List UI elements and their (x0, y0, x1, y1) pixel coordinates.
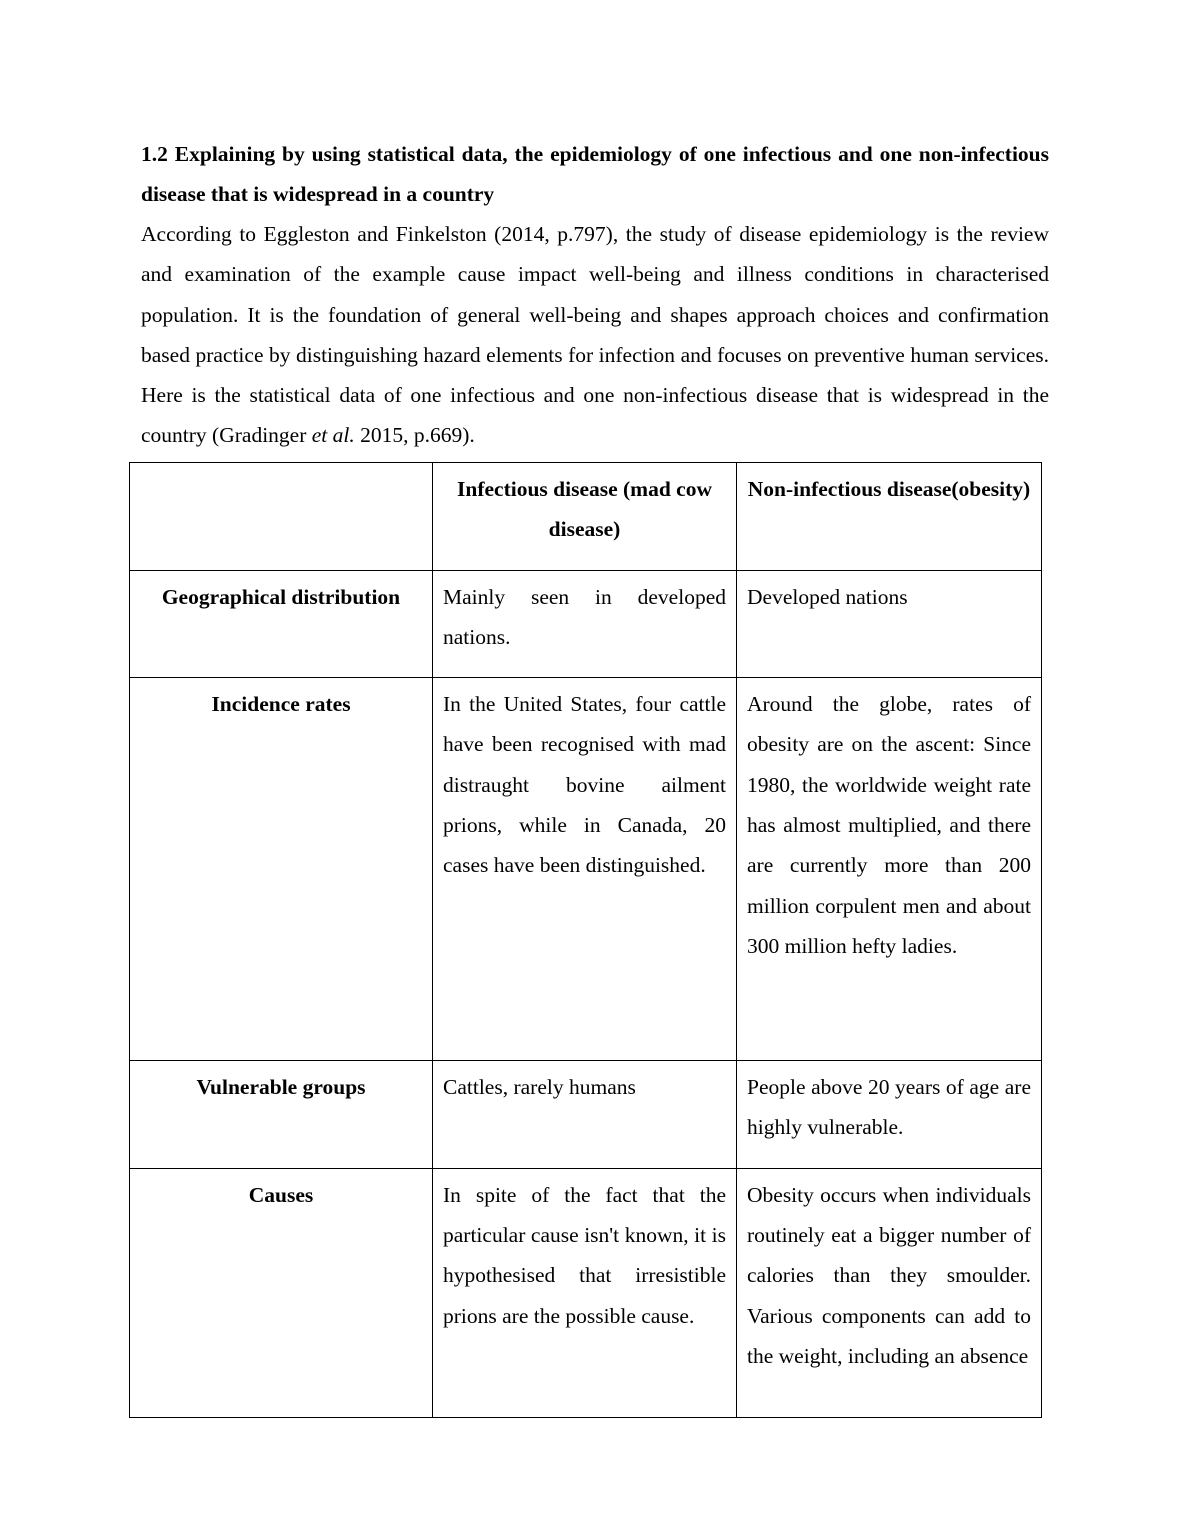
header-infectious: Infectious disease (mad cow disease) (433, 463, 737, 571)
table-row (130, 1061, 1042, 1169)
cell-infectious-vulnerable: Cattles, rarely humans (433, 1061, 737, 1169)
row-label-geographical-distribution: Geographical distribution (130, 570, 433, 678)
table-row (130, 1168, 1042, 1417)
intro-paragraph (141, 214, 1049, 456)
intro-paragraph-italic: et al. (311, 423, 355, 448)
table-header-row (130, 463, 1042, 571)
table-row (130, 678, 1042, 1061)
intro-paragraph-citation: 2015, p.669). (354, 423, 475, 448)
cell-non-infectious-incidence: Around the globe, rates of obesity are on the ascent: Since 1980, the worldwide weight rate has almost multiplied, and there are currently more than 200 million corpulent men and about 300 million hefty ladies. (737, 678, 1042, 1061)
cell-non-infectious-geographical: Developed nations (737, 570, 1042, 678)
header-non-infectious: Non-infectious disease(obesity) (737, 463, 1042, 571)
cell-non-infectious-vulnerable: People above 20 years of age are highly vulnerable. (737, 1061, 1042, 1169)
cell-infectious-incidence: In the United States, four cattle have been recognised with mad distraught bovine ailment prions, while in Canada, 20 cases have been distinguished. (433, 678, 737, 1061)
row-label-incidence-rates: Incidence rates (130, 678, 433, 1061)
cell-infectious-geographical: Mainly seen in developed nations. (433, 570, 737, 678)
section-heading: 1.2 Explaining by using statistical data, the epidemiology of one infectious and one non-infectious disease that is widespread in a country (141, 142, 1049, 207)
cell-non-infectious-causes: Obesity occurs when individuals routinely eat a bigger number of calories than they smoulder. Various components can add to the weight, including an absence (737, 1168, 1042, 1417)
epidemiology-table (129, 462, 1042, 1418)
row-label-vulnerable-groups: Vulnerable groups (130, 1061, 433, 1169)
intro-paragraph-text: According to Eggleston and Finkelston (2014, p.797), the study of disease epidemiology is the review and examination of the example cause impact well-being and illness conditions in characterised population. It is the foundation of general well-being and shapes approach choices and confirmation based practice by distinguishing hazard elements for infection and focuses on preventive human services. Here is the statistical data of one infectious and one non-infectious disease that is widespread in the country (Gradinger (141, 222, 1049, 448)
table-row (130, 570, 1042, 678)
row-label-causes: Causes (130, 1168, 433, 1417)
cell-infectious-causes: In spite of the fact that the particular cause isn't known, it is hypothesised that irresistible prions are the possible cause. (433, 1168, 737, 1417)
header-blank-cell (130, 463, 433, 571)
